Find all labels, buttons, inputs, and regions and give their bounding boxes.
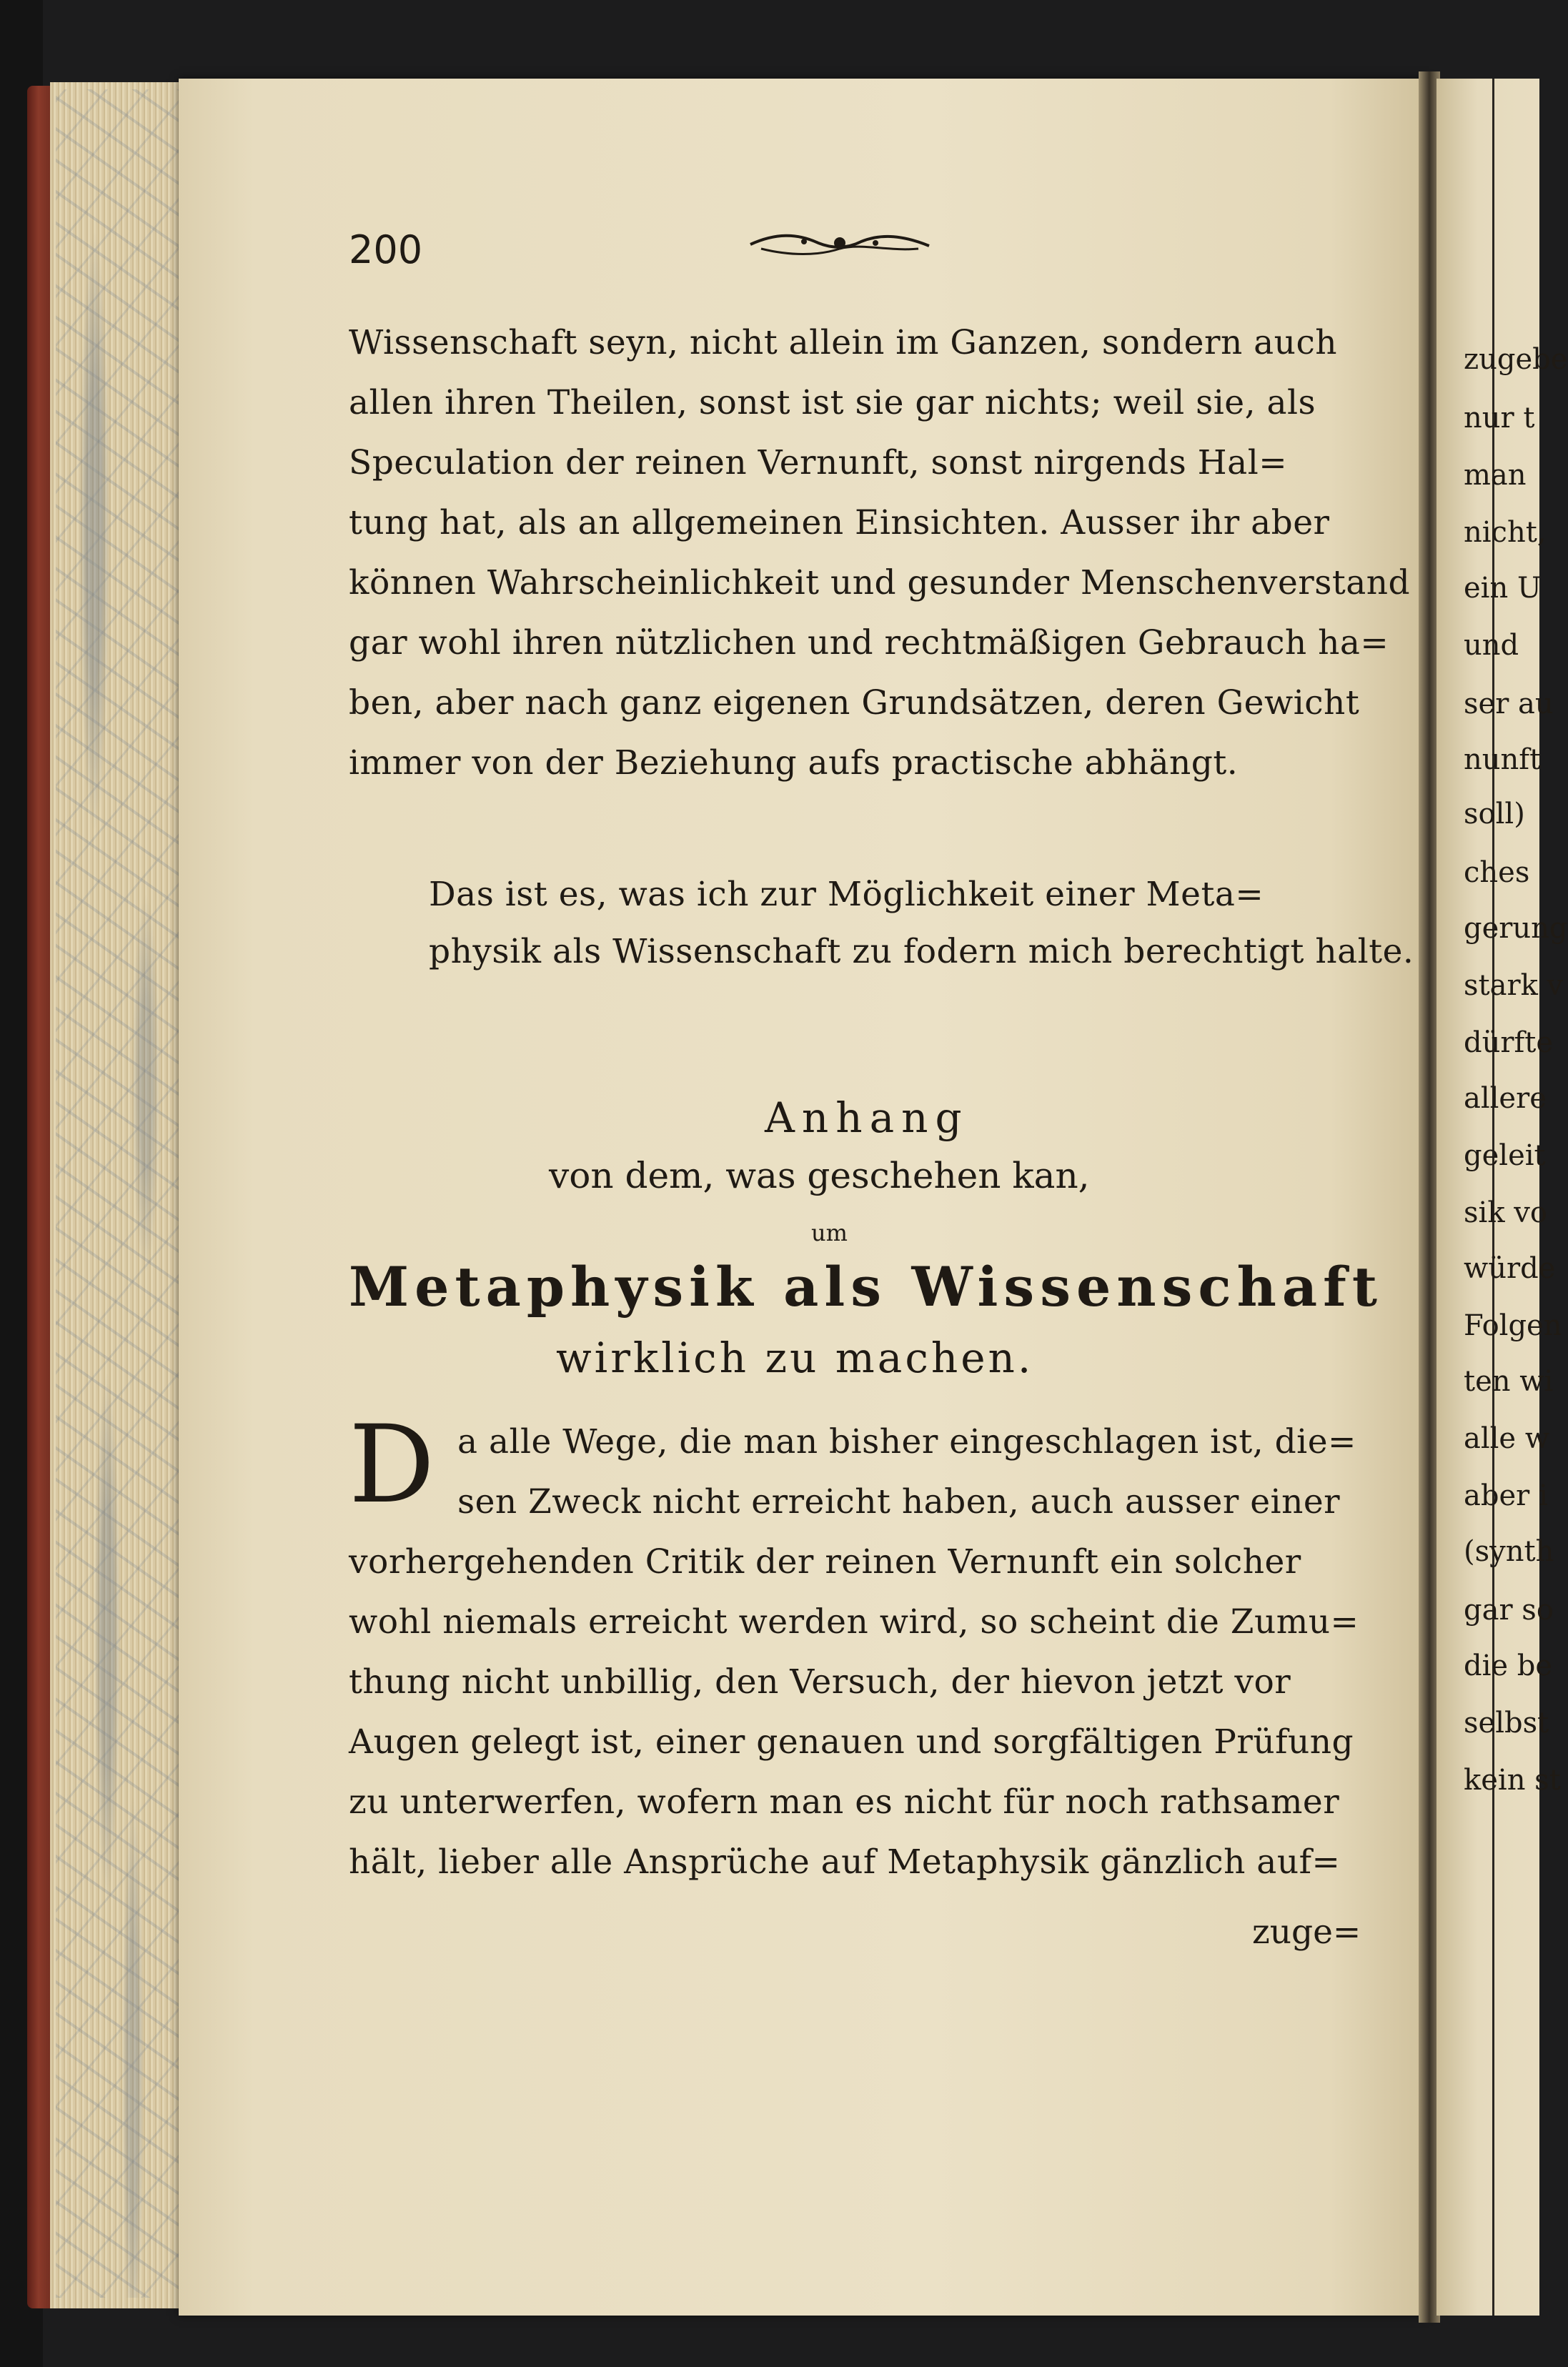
right-page-fragment: kein st	[1464, 1764, 1561, 1797]
page-number: 200	[349, 227, 423, 272]
text-line: können Wahrscheinlichkeit und gesunder Menschenverstand	[349, 563, 1411, 602]
right-page-fragment: allere	[1464, 1082, 1547, 1115]
text-line: Speculation der reinen Vernunft, sonst nirgends Hal=	[349, 443, 1288, 482]
text-line: a alle Wege, die man bisher eingeschlagen ist, die=	[457, 1422, 1356, 1462]
right-page-fragment: zugebe	[1464, 343, 1568, 376]
right-page-fragment: selbst	[1464, 1707, 1549, 1740]
right-page-fragment: würde	[1464, 1252, 1556, 1285]
right-page-fragment: nicht,	[1464, 516, 1547, 549]
right-page-fragment: ten wi	[1464, 1365, 1554, 1398]
right-page-fragment: soll)	[1464, 798, 1525, 830]
text-line: sen Zweck nicht erreicht haben, auch ausser einer	[457, 1482, 1341, 1522]
right-page-fragment: die be	[1464, 1649, 1553, 1682]
right-page-fragment: gar so	[1464, 1594, 1554, 1627]
ornament-icon	[747, 227, 933, 262]
text-line: zu unterwerfen, wofern man es nicht für noch rathsamer	[349, 1782, 1340, 1822]
text-line: tung hat, als an allgemeinen Einsichten. Ausser ihr aber	[349, 503, 1330, 542]
right-page-fragment: nunft	[1464, 743, 1542, 776]
right-page-fragment: stark v	[1464, 969, 1564, 1002]
text-line: wohl niemals erreicht werden wird, so scheint die Zumu=	[349, 1602, 1359, 1642]
right-page-fragment: geleit	[1464, 1139, 1546, 1172]
heading-um: um	[811, 1219, 848, 1246]
text-line: thung nicht unbillig, den Versuch, der hievon jetzt vor	[349, 1662, 1291, 1702]
text-line: hält, lieber alle Ansprüche auf Metaphysik gänzlich auf=	[349, 1842, 1341, 1882]
catchword: zuge=	[1252, 1912, 1361, 1952]
marbled-edge	[56, 89, 184, 2298]
text-line: ben, aber nach ganz eigenen Grundsätzen, deren Gewicht	[349, 683, 1360, 723]
heading-subtitle: von dem, was geschehen kan,	[549, 1155, 1090, 1196]
right-page-fragment: und	[1464, 629, 1519, 662]
right-page-fragment: alle w	[1464, 1422, 1550, 1455]
text-line: physik als Wissenschaft zu fodern mich berechtigt halte.	[429, 932, 1414, 971]
text-line: immer von der Beziehung aufs practische abhängt.	[349, 743, 1239, 783]
right-page-fragment: Folgen	[1464, 1309, 1562, 1342]
text-line: Augen gelegt ist, einer genauen und sorgfältigen Prüfung	[349, 1722, 1354, 1762]
right-page-fragment: man	[1464, 459, 1527, 492]
right-page-fragment: ser au	[1464, 688, 1554, 720]
right-page-fragment: dürfte	[1464, 1026, 1554, 1059]
text-line: gar wohl ihren nützlichen und rechtmäßigen Gebrauch ha=	[349, 623, 1389, 663]
right-page-fragment: sik vo	[1464, 1196, 1547, 1229]
text-line: allen ihren Theilen, sonst ist sie gar nichts; weil sie, als	[349, 383, 1316, 422]
text-line: Wissenschaft seyn, nicht allein im Ganzen, sondern auch	[349, 323, 1338, 362]
text-line: vorhergehenden Critik der reinen Vernunft ein solcher	[349, 1542, 1301, 1582]
heading-title: Metaphysik als Wissenschaft	[349, 1255, 1383, 1319]
text-line: Das ist es, was ich zur Möglichkeit einer Meta=	[429, 875, 1264, 914]
heading-title-2: wirklich zu machen.	[556, 1334, 1034, 1382]
right-page-fragment: (synth	[1464, 1535, 1554, 1568]
right-page-fragment: gerung	[1464, 912, 1568, 945]
right-page-fragment: aber i	[1464, 1479, 1548, 1512]
right-page-fragment: ches	[1464, 856, 1530, 889]
heading-anhang: Anhang	[765, 1093, 969, 1142]
drop-capital: D	[349, 1403, 435, 1527]
right-page-fragment: nur t	[1464, 402, 1535, 435]
right-page-fragment: ein U	[1464, 572, 1542, 605]
